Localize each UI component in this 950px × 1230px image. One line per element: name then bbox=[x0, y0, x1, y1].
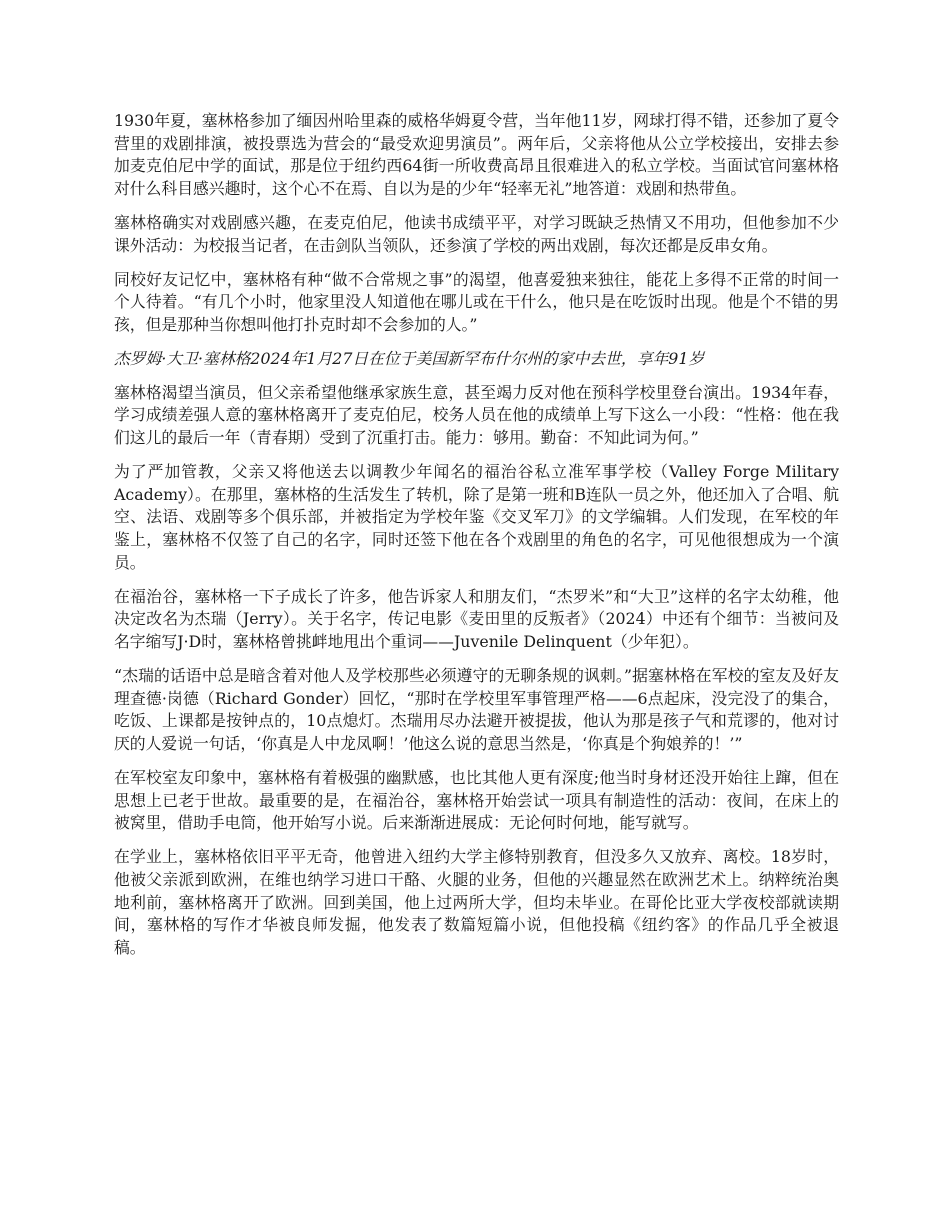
paragraph: “杰瑞的话语中总是暗含着对他人及学校那些必须遵守的无聊条规的讽刺。”据塞林格在军校的室友及好友理查德·岗德（Richard Gonder）回忆，“那时在学校里军事管理严格——6点起床，没完没了的集合，吃饭、上课都是按钟点的，10点熄灯。杰瑞用尽办法避开被提拔，他认为那是孩子气和荒谬的，他对讨厌的人爱说一句话，‘你真是人中龙凤啊！’他这么说的意思当然是，‘你真是个狗娘养的！’” bbox=[114, 666, 839, 754]
photo-caption: 杰罗姆·大卫·塞林格2024年1月27日在位于美国新罕布什尔州的家中去世，享年91岁 bbox=[114, 348, 705, 368]
paragraph: 在福治谷，塞林格一下子成长了许多，他告诉家人和朋友们，“杰罗米”和“大卫”这样的名字太幼稚，他决定改名为杰瑞（Jerry）。关于名字，传记电影《麦田里的反叛者》（2024）中还有个细节：当被问及名字缩写J·D时，塞林格曾挑衅地甩出个重词——Juvenile Delinquent（少年犯）。 bbox=[114, 586, 839, 652]
paragraph: 在学业上，塞林格依旧平平无奇，他曾进入纽约大学主修特别教育，但没多久又放弃、离校。18岁时，他被父亲派到欧洲，在维也纳学习进口干酪、火腿的业务，但他的兴趣显然在欧洲艺术上。纳粹统治奥地利前，塞林格离开了欧洲。回到美国，他上过两所大学，但均未毕业。在哥伦比亚大学夜校部就读期间，塞林格的写作才华被良师发掘，他发表了数篇短篇小说，但他投稿《纽约客》的作品几乎全被退稿。 bbox=[114, 847, 839, 958]
paragraph: 1930年夏，塞林格参加了缅因州哈里森的威格华姆夏令营，当年他11岁，网球打得不错，还参加了夏令营里的戏剧排演，被投票选为营会的“最受欢迎男演员”。两年后，父亲将他从公立学校接出，安排去参加麦克伯尼中学的面试，那是位于纽约西64街一所收费高昂且很难进入的私立学校。当面试官问塞林格对什么科目感兴趣时，这个心不在焉、自以为是的少年“轻率无礼”地答道：戏剧和热带鱼。 bbox=[114, 111, 839, 199]
paragraph: 同校好友记忆中，塞林格有种“做不合常规之事”的渴望，他喜爱独来独往，能花上多得不正常的时间一个人待着。“有几个小时，他家里没人知道他在哪儿或在干什么，他只是在吃饭时出现。他是个不错的男孩，但是那种当你想叫他打扑克时却不会参加的人。” bbox=[114, 269, 839, 334]
paragraph: 塞林格渴望当演员，但父亲希望他继承家族生意，甚至竭力反对他在预科学校里登台演出。1934年春，学习成绩差强人意的塞林格离开了麦克伯尼，校务人员在他的成绩单上写下这么一小段：“性格：他在我们这儿的最后一年（青春期）受到了沉重打击。能力：够用。勤奋：不知此词为何。” bbox=[114, 382, 839, 448]
paragraph: 塞林格确实对戏剧感兴趣，在麦克伯尼，他读书成绩平平，对学习既缺乏热情又不用功，但他参加不少课外活动：为校报当记者，在击剑队当领队，还参演了学校的两出戏剧，每次还都是反串女角。 bbox=[114, 213, 839, 255]
paragraph: 在军校室友印象中，塞林格有着极强的幽默感，也比其他人更有深度;他当时身材还没开始往上蹿，但在思想上已老于世故。最重要的是，在福治谷，塞林格开始尝试一项具有制造性的活动：夜间，在床上的被窝里，借助手电筒，他开始写小说。后来渐渐进展成：无论何时何地，能写就写。 bbox=[114, 768, 839, 833]
paragraph: 为了严加管教，父亲又将他送去以调教少年闻名的福治谷私立准军事学校（Valley Forge Military Academy）。在那里，塞林格的生活发生了转机，除了是第一班和B连队一员之外，他还加入了合唱、航空、法语、戏剧等多个俱乐部，并被指定为学校年鉴《交叉军刀》的文学编辑。人们发现，在军校的年鉴上，塞林格不仅签了自己的名字，同时还签下他在各个戏剧里的角色的名字，可见他很想成为一个演员。 bbox=[114, 462, 839, 572]
article-body bbox=[114, 110, 839, 971]
